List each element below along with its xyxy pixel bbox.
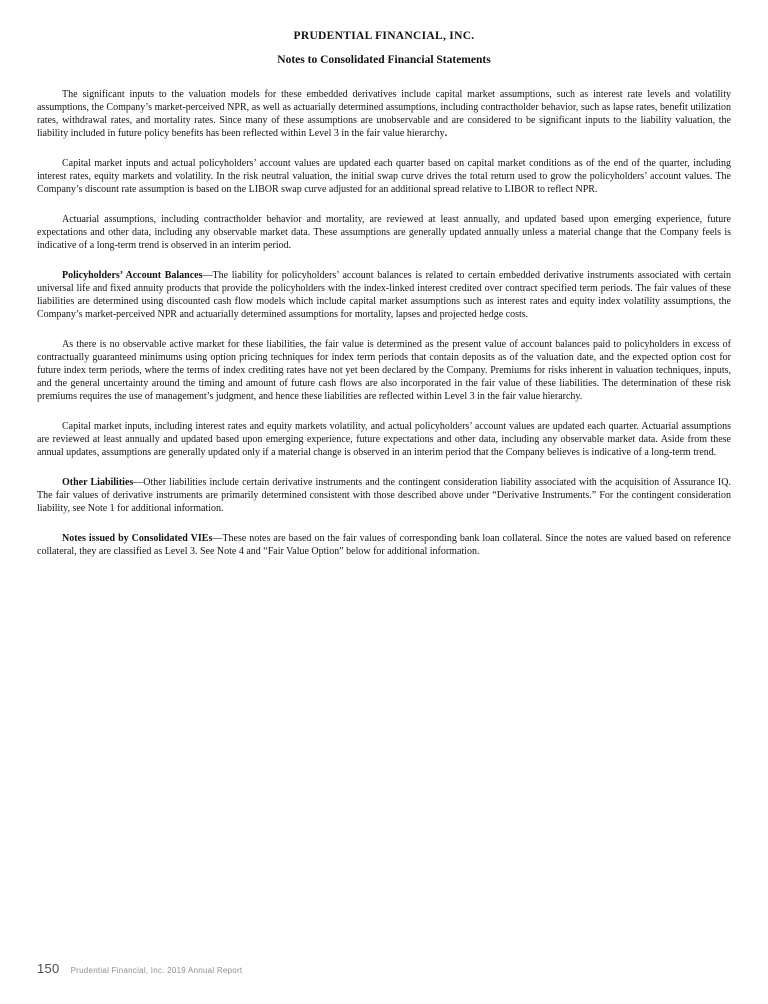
paragraph-capital-market-updates [37,420,731,459]
paragraph-significant-inputs [37,88,731,140]
paragraph-text: Capital market inputs, including interest rates and equity markets volatility, and actual policyholders’ account values are updated each quarter. Actuarial assumptions are reviewed at least annually and updated based upon emerging experience, future expectations and other data, including any observable market data. Aside from these annual updates, assumptions are generally updated only if a material change is observed in an interim period that the Company believes is indicative of a long-term trend. [37,421,731,458]
paragraph-policyholders-account-balances [37,269,731,321]
page-content [37,30,731,575]
paragraph-lead-policyholders: Policyholders’ Account Balances [62,270,203,281]
paragraph-text: —The liability for policyholders’ account balances is related to certain embedded derivative instruments associated with certain universal life and fixed annuity products that provide the policyholders with the index-linked interest credited over contract specified term periods. The fair values of these liabilities are determined using discounted cash flow models which include capital market assumptions such as interest rates and equity index volatility assumptions, the Company’s market-perceived NPR and actuarially determined assumptions for mortality, lapses and projected hedge costs. [37,270,732,320]
document-subtitle: Notes to Consolidated Financial Statements [277,54,491,66]
paragraph-bold-period: . [444,128,448,139]
body-text [37,88,731,558]
paragraph-text: As there is no observable active market for these liabilities, the fair value is determined as the present value of account balances paid to policyholders in excess of contractually guaranteed minimums using option pricing techniques for index term periods that contain deposits as of the valuation date, and the expected option cost for future index term periods, where the terms of index crediting rates have not yet been declared by the Company. Premiums for risks inherent in valuation techniques, inputs, and the general uncertainty around the timing and amount of future cash flows are also incorporated in the fair value of these liabilities. The determination of these risk premiums requires the use of management’s judgment, and hence these liabilities are reflected within Level 3 in the fair value hierarchy. [37,339,731,402]
page-number: 150 [37,961,60,976]
page-footer [37,961,242,976]
footer-report-title: Prudential Financial, Inc. 2019 Annual Report [70,966,243,975]
paragraph-other-liabilities [37,476,731,515]
paragraph-capital-market-inputs [37,157,731,196]
paragraph-no-observable-market [37,338,731,403]
paragraph-notes-consolidated-vies [37,532,731,558]
paragraph-text: Actuarial assumptions, including contractholder behavior and mortality, are reviewed at least annually, and updated based upon emerging experience, future expectations and other data, including any observable market data. These assumptions are generally updated annually unless a material change that the Company feels is indicative of a long-term trend is observed in an interim period. [37,214,731,251]
paragraph-text: —These notes are based on the fair values of corresponding bank loan collateral. Since the notes are valued based on reference collateral, they are classified as Level 3. See Note 4 and “Fair Value Option” below for additional information. [37,533,731,557]
paragraph-text: The significant inputs to the valuation models for these embedded derivatives include capital market assumptions, such as interest rate levels and volatility assumptions, the Company’s market-perceived NPR, as well as actuarially determined assumptions, including contractholder behavior, such as lapse rates, benefit utilization rates, withdrawal rates, and mortality rates. Since many of these assumptions are unobservable and are considered to be significant inputs to the liability valuation, the liability included in future policy benefits has been reflected within Level 3 in the fair value hierarchy [37,89,731,139]
document-title: PRUDENTIAL FINANCIAL, INC. [293,30,475,42]
paragraph-lead-other-liabilities: Other Liabilities [62,477,134,488]
paragraph-lead-consolidated-vies: Notes issued by Consolidated VIEs [62,533,213,544]
paragraph-actuarial-assumptions [37,213,731,252]
paragraph-text: Capital market inputs and actual policyholders’ account values are updated each quarter based on capital market conditions as of the end of the quarter, including interest rates, equity markets and volatility. In the risk neutral valuation, the initial swap curve drives the total return used to grow the policyholders’ account values. The Company’s discount rate assumption is based on the LIBOR swap curve adjusted for an additional spread relative to LIBOR to reflect NPR. [37,158,731,195]
paragraph-text: —Other liabilities include certain derivative instruments and the contingent consideration liability associated with the acquisition of Assurance IQ. The fair values of derivative instruments are primarily determined consistent with those described above under “Derivative Instruments.” For the contingent consideration liability, see Note 1 for additional information. [37,477,731,514]
